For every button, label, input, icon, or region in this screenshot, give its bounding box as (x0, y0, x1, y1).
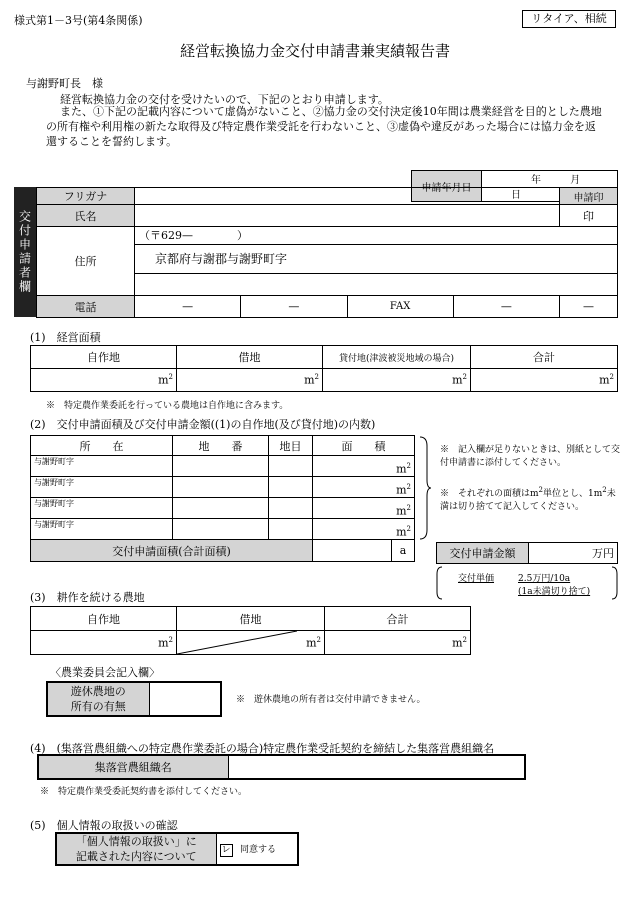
continued-farmland-table (30, 606, 471, 655)
col-own-land: 自作地 (31, 346, 177, 369)
section1-note: ※ 特定農作業委託を行っている農地は自作地に含みます。 (46, 401, 289, 411)
col-leased-land: 借地 (177, 607, 325, 631)
total-area[interactable]: $m^2$ (325, 631, 471, 655)
application-area-table: 所 在 地 番 地目 面 積 与謝野町字 $m^2$ 与謝野町字 $m^2$ 与謝野町字 $m^2$ 与謝野町字 $m^2$ 交付申請面積(合計面積) a (30, 435, 415, 562)
privacy-table (55, 832, 299, 866)
section3-title: (3) 耕作を続ける農地 (30, 591, 145, 604)
col-lot-number: 地 番 (173, 436, 269, 456)
col-location: 所 在 (31, 436, 173, 456)
leased-land-area[interactable]: $m^2$ (177, 369, 323, 392)
furigana-input[interactable] (135, 188, 560, 205)
section2-title: (2) 交付申請面積及び交付申請金額((1)の自作地(及び貸付地)の内数) (30, 418, 376, 431)
leased-land-area[interactable]: $m^2$ (177, 631, 325, 655)
month-label: 月 (570, 175, 581, 186)
unit-price-label: 交付単価 (458, 574, 495, 584)
phone-part2[interactable]: — (241, 296, 347, 318)
category-tag: リタイア、相続 (522, 10, 616, 28)
application-amount-table (436, 542, 618, 564)
name-label: 氏名 (37, 205, 135, 227)
own-land-area[interactable]: $m^2$ (31, 369, 177, 392)
date-label: 申請年月日 (412, 171, 482, 202)
location-cell[interactable]: 与謝野町字 (31, 498, 173, 519)
unit-price: 2.5万円/10a (518, 574, 571, 584)
total-application-area-label: 交付申請面積(合計面積) (31, 540, 313, 562)
applicant-side-band (14, 187, 36, 317)
address-label: 住所 (37, 227, 135, 296)
own-land-area[interactable]: $m^2$ (31, 631, 177, 655)
location-cell[interactable]: 与謝野町字 (31, 477, 173, 498)
phone-part1[interactable]: — (135, 296, 241, 318)
year-label: 年 (531, 175, 541, 186)
application-amount-label: 交付申請金額 (437, 543, 529, 564)
col-total: 合計 (471, 346, 618, 369)
brace-icon (418, 436, 432, 540)
address-prefix: 京都府与謝郡与謝野町字 (135, 245, 617, 274)
col-area: 面 積 (313, 436, 415, 456)
location-cell[interactable]: 与謝野町字 (31, 519, 173, 540)
col-land-type: 地目 (269, 436, 313, 456)
furigana-label: フリガナ (37, 188, 135, 205)
applicant-side-label: 交付申請者欄 (17, 210, 32, 294)
section2-note1: ※ 記入欄が足りないときは、別紙として交付申請書に添付してください。 (440, 445, 621, 468)
section2-note2: ※ それぞれの面積は$m^2$単位とし、$1m^2$未満は切り捨てて記入してください。 (440, 486, 616, 512)
seal-box[interactable]: 印 (560, 205, 618, 227)
page-title: 経営転換協力金交付申請書兼実績報告書 (179, 42, 450, 60)
col-total: 合計 (325, 607, 471, 631)
addressee: 与謝野町長 様 (26, 77, 103, 90)
total-application-area[interactable]: a (313, 540, 415, 562)
privacy-label: 「個人情報の取扱い」に 記載された内容について (56, 833, 216, 865)
fax-part1[interactable]: — (453, 296, 559, 318)
organization-input[interactable] (228, 755, 525, 779)
checkbox-icon[interactable]: レ (221, 844, 231, 855)
organization-label: 集落営農組織名 (38, 755, 228, 779)
phone-label: 電話 (37, 296, 135, 318)
applicant-table (36, 187, 618, 318)
col-leased-land: 借地 (177, 346, 323, 369)
agree-label: 同意する (240, 844, 277, 855)
idle-farmland-label: 遊休農地の 所有の有無 (47, 682, 149, 716)
address-input[interactable] (135, 227, 618, 296)
section5-title: (5) 個人情報の取扱いの確認 (30, 819, 178, 832)
col-lent-land: 貸付地(津波被災地域の場合) (323, 346, 471, 369)
fax-label: FAX (347, 296, 453, 318)
application-amount-input[interactable]: 万円 (529, 543, 618, 564)
privacy-consent[interactable] (216, 833, 298, 865)
seal-header: 申請印 (560, 188, 618, 205)
location-cell[interactable]: 与謝野町字 (31, 456, 173, 477)
col-own-land: 自作地 (31, 607, 177, 631)
postal-code: （〒629— ） (135, 227, 617, 245)
section4-title: (4) (集落営農組織への特定農作業委託の場合)特定農作業受託契約を締結した集落営農組織名 (30, 742, 495, 755)
fax-part2[interactable]: — (560, 296, 618, 318)
section4-note: ※ 特定農作業受委託契約書を添付してください。 (40, 787, 248, 797)
lent-land-area[interactable]: $m^2$ (323, 369, 471, 392)
management-area-table (30, 345, 618, 392)
section1-title: (1) 経営面積 (30, 331, 101, 344)
name-input[interactable] (135, 205, 560, 227)
total-area[interactable]: $m^2$ (471, 369, 618, 392)
idle-farmland-input[interactable] (149, 682, 221, 716)
committee-note: ※ 遊休農地の所有者は交付申請できません。 (236, 695, 426, 705)
organization-table (37, 754, 526, 780)
unit-price-note: (1a未満切り捨て) (518, 587, 591, 597)
diagonal-strike (177, 631, 297, 655)
day-label: 日 (511, 190, 521, 201)
committee-table (46, 681, 222, 717)
committee-title: 〈農業委員会記入欄〉 (50, 666, 160, 679)
intro-pledge: また、①下記の記載内容について虚偽がないこと、②協力金の交付決定後10年間は農業経営を目的とした農地の所有権や利用権の新たな取得及び特定農作業受託を行わないこと、③虚偽や違反があった場合には協力金を返還することを誓約します。 (46, 105, 602, 148)
form-number: 様式第1－3号(第4条関係) (14, 14, 143, 27)
intro-line1: 経営転換協力金の交付を受けたいので、下記のとおり申請します。 (60, 93, 389, 106)
